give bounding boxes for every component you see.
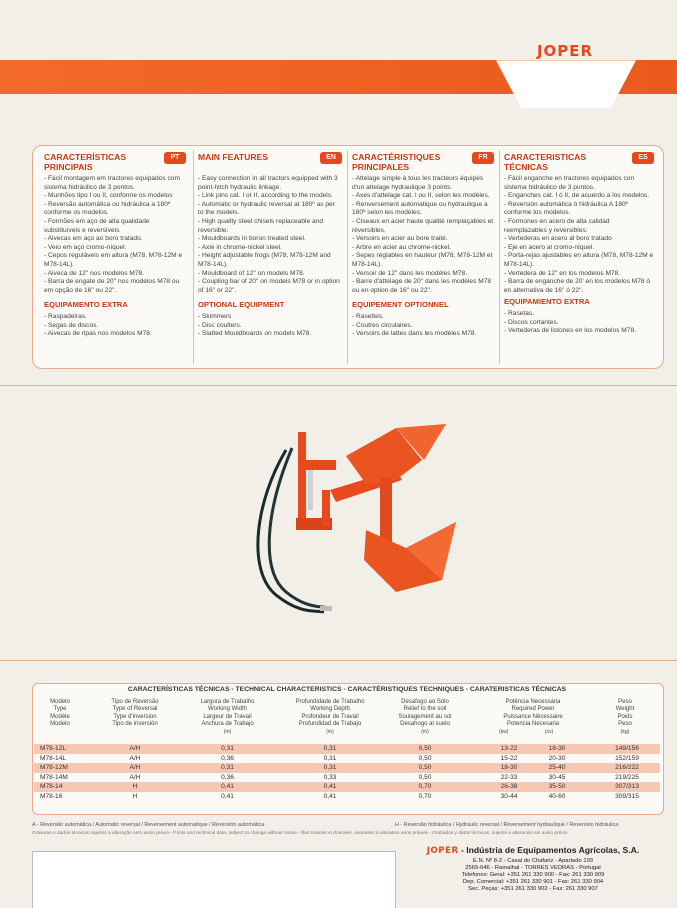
extra-item: - Coutres circulaires. [352,321,413,329]
column-header: Desafogo ao Solo Relief to the soil Soulagement au sol Desahogo al suelo (m) [398,699,452,735]
extra-item: - Disc coulters. [198,321,242,329]
features-list [504,175,654,295]
extra-title: EQUIPEMENT OPTIONNEL [352,300,449,310]
extra-item: - Vertederas de listones en los modelos M78. [504,327,636,335]
feature-item: - Reversão automática ou hidráulica a 180º conforme os modelos. [44,200,171,217]
extra-item: - Aivecas de ripas nos modelos M78. [44,330,152,338]
language-badge: FR [472,152,494,164]
feature-item: - Mouldboards in boron treated steel. [198,235,306,243]
feature-item: - Sepes réglables en hauteur (M78, M78-12M et M78-14L). [352,252,493,268]
feature-item: - Vertederas en acero al boro tratado [504,235,612,243]
feature-item: - Porta-rejas ajustables en altura (M78, M78-12M e M78-14L). [504,252,654,268]
table-row: M78-14M A/H 0,36 0,33 0,50 22-33 30-45 219/225 [40,773,639,781]
specs-title: CARACTERÍSTICAS TÉCNICAS - TECHNICAL CHARACTERISTICS - CARACTÉRISTIQUES TECHNIQUES - CARATERISTICAS TÉCNICAS [127,686,567,693]
feature-item: - Coupling bar of 20'' on models M78 or in option of 16'' or 22''. [198,278,340,294]
table-row: M78-12L A/H 0,31 0,31 0,50 13-22 18-30 149/156 [34,744,660,754]
language-badge: PT [164,152,186,164]
language-badge: ES [632,152,654,164]
feature-item: - High quality steel chisels replaceable and reversible. [198,217,323,234]
disclaimer: Gravuras e dados técnicos sujeitos a alteração sem aviso prévio - Prints and technical data, subject to change without notice - Illus trations et données, soumises à alteration sans préavis - Grabados y datos técnicos, sujetos a alteración sin aviso prévio [32,831,568,836]
legend-automatic: A - Reversão automática / Automatic reversal / Reversement automatique / Reversión automática [32,822,265,828]
features-column-fr [352,152,494,364]
divider-line [0,660,677,661]
feature-item: - Vertedera de 12'' en los modelos M78. [504,269,621,277]
feature-item: - Barre d'attelage de 20'' dans les modèles M78 ou en option de 16'' ou 22''. [352,278,492,294]
table-row: M78-14L A/H 0,36 0,31 0,50 15-22 20-30 152/159 [40,754,639,762]
feature-item: - Arbre en acier au chrome-nickel. [352,243,451,251]
feature-item: - Link pins cat. I or II, according to the models. [198,192,333,200]
feature-item: - Formões em aço de alta qualidade substituíveis e reversíveis [44,217,150,234]
feature-item: - Cepos reguláveis em altura (M78, M78-12M e M78-14L). [44,252,183,268]
features-column-en [198,152,342,364]
column-header: Peso Weight Poids Peso (kg) [615,699,635,735]
feature-item: - Axle in chrome-nickel steel. [198,243,282,251]
features-list [44,175,186,295]
language-badge: EN [320,152,342,164]
extra-list [44,313,186,339]
feature-item: - Barra de enganche de 20' en los modelos M78 ó en alternativa de 16'' ó 22''. [504,278,651,294]
features-list [198,175,342,295]
company-logo: JOPER [426,846,459,856]
extra-item: - Slatted Mouldboards on models M78. [198,330,312,338]
column-divider [193,150,194,364]
extra-title: EQUIPAMENTO EXTRA [44,300,128,310]
feature-item: - Barra de engate de 20'' nos modelos M78 ou em opção de 16'' ou 22''. [44,278,180,294]
feature-item: - Mouldboard of 12'' on models M78. [198,269,305,277]
extra-item: - Raspadeiras. [44,312,87,320]
features-column-es [504,152,654,364]
feature-item: - Automatic or hydraulic reversal at 180º as per to the models. [198,200,335,217]
features-title: CARACTERISTICAS TÉCNICAS [504,152,587,172]
company-info [404,845,662,893]
feature-item: - Easy connection in all tractors equipped with 3 point-hitch hydraulic linkage. [198,175,338,191]
extra-item: - Rasetas. [504,309,535,317]
features-title: MAIN FEATURES [198,152,269,162]
brand-logo: JOPER [536,42,594,60]
feature-item: - Height adjustable frogs (M78, M78-12M and M78-14L). [198,252,331,268]
legend-hydraulic: H - Reversão hidráulica / Hydraulic reversal / Reversement hydraulique / Reversión hidráulica [395,822,619,828]
feature-item: - Veio em aço cromo-níquel. [44,243,127,251]
extra-item: - Rasettes. [352,312,384,320]
feature-item: - Formones en acero de alta calidad reemplazables y reversibles. [504,217,610,234]
extra-item: - Segas de discos. [44,321,99,329]
table-row: M78-14 H 0,41 0,41 0,70 26-38 35-50 307/313 [34,782,660,792]
features-column-pt [44,152,186,364]
company-address: E.N. Nº 8-2 - Casal do Chafariz - Apartado 193 2565-646 - Ramalhal - TORRES VEDRAS - Portugal Telefones: Geral: +351 261 330 900 - Fax: 261 330 909 Dep. Comercial: +351 261 330 901 - Fax: 261 330 904 Sec. Peças: +351 261 330 902 - Fax: 261 330 907 [461,858,605,892]
extra-title: EQUIPAMIENTO EXTRA [504,297,590,307]
features-list [352,175,494,295]
feature-item: - Reversión automática ó hidráulica A 180º conforme los modelos. [504,200,629,217]
column-divider [499,150,500,364]
feature-item: - Versoir de 12'' dans les modèles M78. [352,269,468,277]
column-header: Modelo Type Modèle Modelo [50,699,70,728]
feature-item: - Attelage simple à tous les tracteurs équipés d'un attelage hydraulique 3 points. [352,175,484,191]
column-divider [347,150,348,364]
specs-rows [34,744,660,801]
column-header: Potência Necessária Required Power Puissance Nécessaire Potencia Necesaria (kw) (cv) [499,699,563,735]
feature-item: - Eje en acero al cromo-níquel. [504,243,595,251]
feature-item: - Fácil enganche en tractores equipados con sistema hidráulico de 3 puntos. [504,175,635,191]
feature-item: - Versoirs en acier au bore traité. [352,235,448,243]
table-row: M78-12M A/H 0,31 0,31 0,50 18-30 25-40 216/222 [34,763,660,773]
extra-title: OPTIONAL EQUIPMENT [198,300,285,310]
feature-item: - Ciseaux en acier haute qualité remplaçables et réversibles. [352,217,494,234]
features-title: CARACTERÍSTICAS PRINCIPAIS [44,152,127,172]
feature-item: - Renversement automatique ou hydraulique a 180º selon les modèles. [352,200,488,217]
extra-item: - Discos cortantes. [504,318,559,326]
feature-item: - Axes d'attelage cat. I ou II, selon les modèles. [352,192,490,200]
feature-item: - Enganches cat. I ó II, de acuerdo a los modelos. [504,192,650,200]
column-header: Largura de Trabalho Working Width Largeur de Travail Anchura de Trabajo (m) [200,699,255,735]
extra-item: - Skimmers [198,312,232,320]
feature-item: - Munhões tipo I ou II, conforme os modelos [44,192,173,200]
extra-list [504,310,654,336]
table-row: M78-16 H 0,41 0,41 0,70 30-44 40-60 309/315 [40,792,639,800]
stamp-box [32,851,396,908]
extra-item: - Versoirs de lattes dans les modèles M78. [352,330,477,338]
column-header: Profundidade de Trabalho Working Depth Profondeur de Travail Profundidad de Trabajo (m) [295,699,365,735]
feature-item: - Aivecas em aço ao boro tratado. [44,235,143,243]
feature-item: - Fácil montagem em tractores equipados com sistema hidráulico de 3 pontos. [44,175,180,191]
extra-list [352,313,494,339]
reversible-plough-image [246,420,466,620]
column-header: Tipo de Reversão Type of Reversal Type d'inversion Tipo de inversión [111,699,159,728]
features-title: CARACTÉRISTIQUES PRINCIPALES [352,152,441,172]
divider-line [0,385,677,386]
company-name: JOPER - Indústria de Equipamentos Agrícolas, S.A. [426,845,640,856]
extra-list [198,313,342,339]
feature-item: - Aiveca de 12'' nos modelos M78. [44,269,145,277]
